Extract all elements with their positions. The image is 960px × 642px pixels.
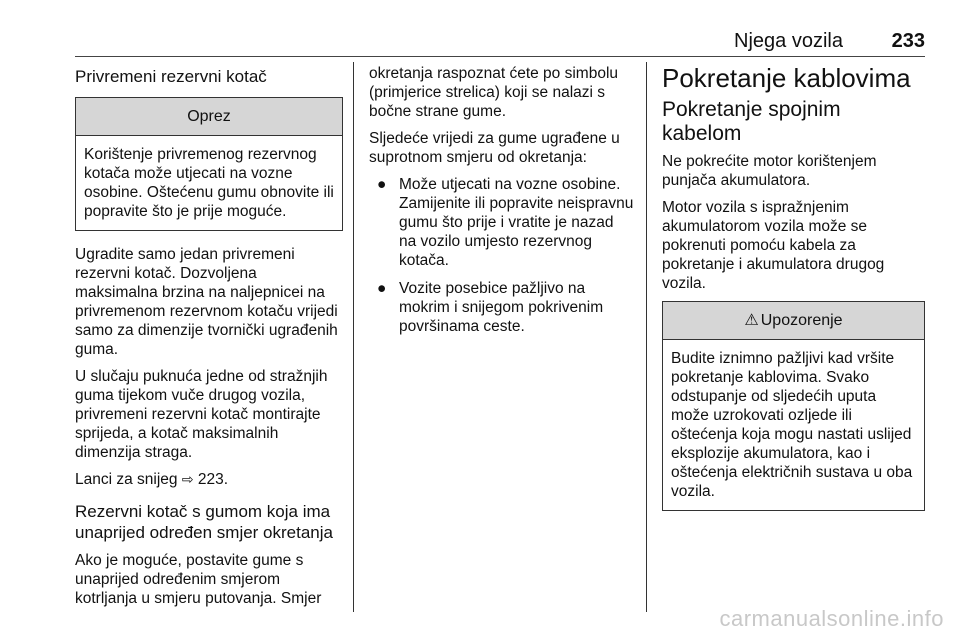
column-3 [662, 64, 925, 525]
bullet-icon: ● [377, 280, 387, 297]
column-1 [75, 64, 343, 616]
page-number: 233 [891, 30, 925, 52]
warning-header [663, 302, 924, 340]
caution-box [75, 97, 343, 231]
paragraph: okretanja raspoznat ćete po simbolu (primjerice strelica) koji se nalazi s bočne strane gume. [369, 65, 619, 120]
warning-box [662, 301, 925, 511]
paragraph: Ugradite samo jedan privremeni rezervni kotač. Dozvoljena maksimalna brzina na naljepnicei na privremenom rezervnom kotaču vrijedi samo za dimenzije tvornički ugrađenih guma. [75, 246, 338, 358]
section-heading-temporary-spare: Privremeni rezervni kotač [75, 67, 267, 86]
list-item [369, 279, 634, 336]
chapter-title: Njega vozila [734, 30, 843, 52]
column-divider-1 [353, 62, 354, 612]
list-item [369, 175, 634, 270]
caution-title: Oprez [76, 98, 342, 136]
section-title-jump-start: Pokretanje kablovima [662, 63, 911, 93]
page-reference-arrow-icon: ⇨ [181, 471, 194, 487]
snow-chains-reference [75, 470, 343, 489]
warning-title: Upozorenje [760, 312, 843, 329]
list-item-text: Vozite posebice pažljivo na mokrim i snijegom pokrivenim površinama ceste. [399, 280, 604, 335]
section-heading-directional-tyre: Rezervni kotač s gumom koja ima unaprijed određen smjer okretanja [75, 502, 333, 542]
header-divider [75, 56, 925, 57]
bullet-list [369, 175, 634, 336]
snow-chains-label: Lanci za snijeg [75, 471, 178, 488]
paragraph: Ne pokrećite motor korištenjem punjača akumulatora. [662, 153, 877, 189]
warning-body: Budite iznimno pažljivi kad vršite pokretanje kablovima. Svako odstupanje od sljedećih uputa može uzrokovati ozljede ili oštećenja koja mogu nastati uslijed eksplozije akumulatora, kao i oštećenja električnih sustava u oba vozila. [671, 350, 913, 500]
page-header [75, 30, 925, 52]
paragraph: Sljedeće vrijedi za gume ugrađene u suprotnom smjeru od okretanja: [369, 130, 620, 166]
column-divider-2 [646, 62, 647, 612]
snow-chains-page-link[interactable]: 223. [197, 471, 229, 488]
bullet-icon: ● [377, 176, 387, 193]
warning-triangle-icon: ⚠ [744, 312, 759, 329]
subsection-title-jump-cable: Pokretanje spojnim kabelom [662, 98, 841, 145]
list-item-text: Može utjecati na vozne osobine. Zamijenite ili popravite neispravnu gumu što prije i vratite je nazad na vozilo umjesto rezervnog kotača. [399, 176, 634, 269]
paragraph: Ako je moguće, postavite gume s unaprijed određenim smjerom kotrljanja u smjeru putovanja. Smjer [75, 552, 322, 607]
paragraph: Motor vozila s ispražnjenim akumulatorom vozila može se pokrenuti pomoću kabela za pokretanje i akumulatora drugog vozila. [662, 199, 885, 292]
caution-body: Korištenje privremenog rezervnog kotača može utjecati na vozne osobine. Oštećenu gumu obnovite ili popravite što je prije moguće. [84, 146, 334, 220]
column-2 [369, 64, 634, 345]
watermark: carmanualsonline.info [719, 606, 944, 631]
paragraph: U slučaju puknuća jedne od stražnjih guma tijekom vuče drugog vozila, privremeni rezervni kotač montirajte sprijeda, a kotač maksimalnih dimenzija straga. [75, 368, 328, 461]
